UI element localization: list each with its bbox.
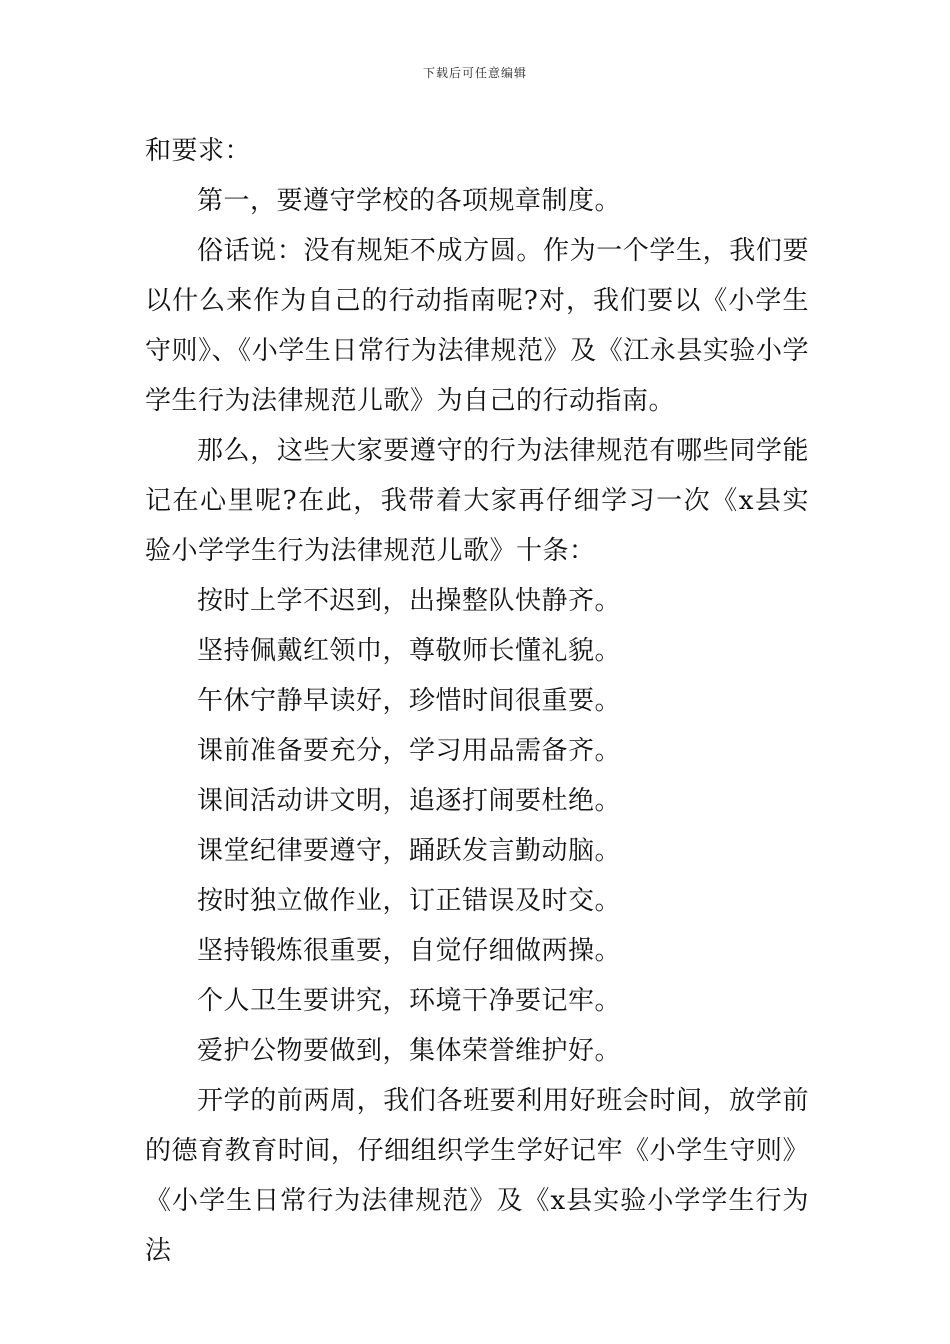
paragraph: 那么，这些大家要遵守的行为法律规范有哪些同学能记在心里呢?在此，我带着大家再仔细学习一次《x县实验小学学生行为法律规范儿歌》十条： bbox=[145, 436, 809, 566]
rhyme-line: 课间活动讲文明，追逐打闹要杜绝。 bbox=[197, 786, 622, 816]
rhyme-line: 课前准备要充分，学习用品需备齐。 bbox=[197, 736, 622, 766]
rhyme-line: 坚持佩戴红领巾，尊敬师长懂礼貌。 bbox=[197, 636, 622, 666]
rhyme-line: 爱护公物要做到，集体荣誉维护好。 bbox=[197, 1036, 622, 1066]
rhyme-line: 坚持锻炼很重要，自觉仔细做两操。 bbox=[197, 936, 622, 966]
rhyme-line: 按时上学不迟到，出操整队快静齐。 bbox=[197, 586, 622, 616]
paragraph: 和要求： bbox=[145, 136, 252, 166]
paragraph: 开学的前两周，我们各班要利用好班会时间，放学前的德育教育时间，仔细组织学生学好记牢《小学生守则》《小学生日常行为法律规范》及《x县实验小学学生行为法 bbox=[145, 1086, 809, 1266]
document-body bbox=[145, 126, 809, 1276]
paragraph: 第一，要遵守学校的各项规章制度。 bbox=[197, 186, 622, 216]
rhyme-line: 按时独立做作业，订正错误及时交。 bbox=[197, 886, 622, 916]
header-note: 下载后可任意编辑 bbox=[422, 66, 527, 80]
rhyme-line: 午休宁静早读好，珍惜时间很重要。 bbox=[197, 686, 622, 716]
rhyme-line: 个人卫生要讲究，环境干净要记牢。 bbox=[197, 986, 622, 1016]
rhyme-line: 课堂纪律要遵守，踊跃发言勤动脑。 bbox=[197, 836, 622, 866]
paragraph: 俗话说：没有规矩不成方圆。作为一个学生，我们要以什么来作为自己的行动指南呢?对，我们要以《小学生守则》、《小学生日常行为法律规范》及《江永县实验小学学生行为法律规范儿歌》为自己的行动指南。 bbox=[145, 236, 809, 416]
